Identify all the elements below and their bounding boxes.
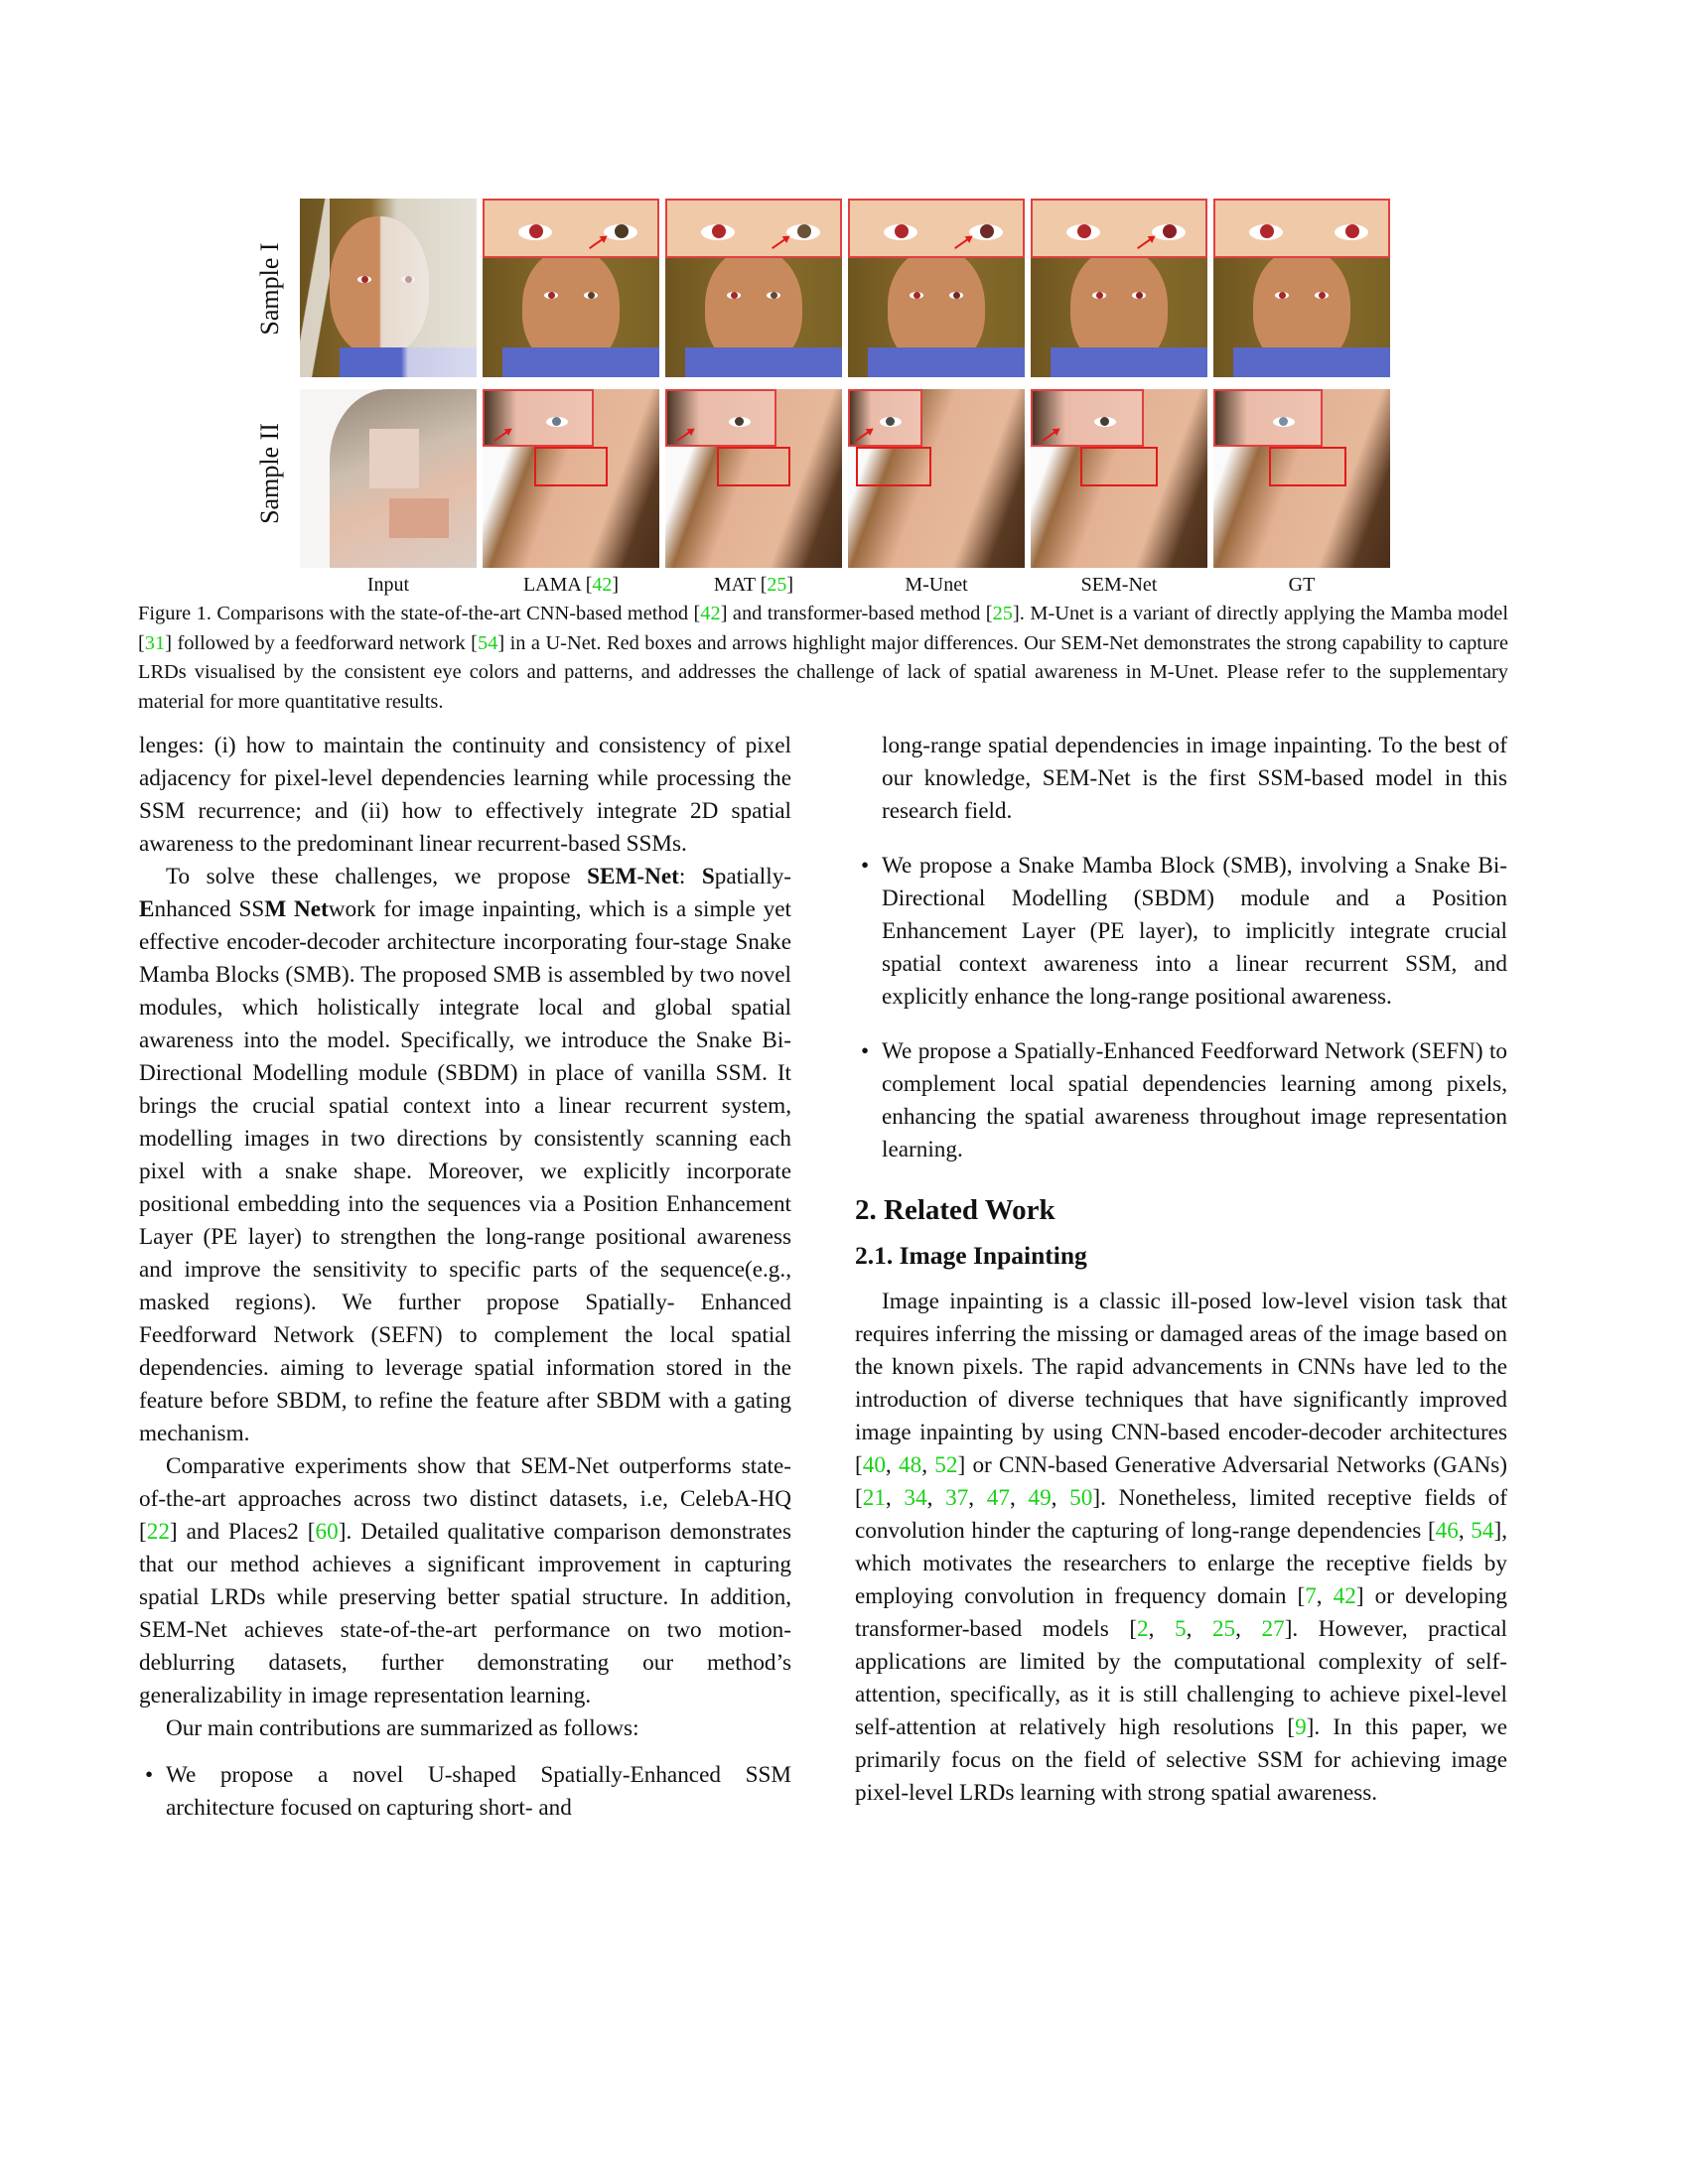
citation-link[interactable]: 25: [767, 574, 787, 596]
panel-sample1-semnet: [1031, 199, 1207, 377]
contributions-list: [855, 850, 1507, 1166]
citation-link[interactable]: 25: [992, 603, 1013, 624]
red-arrow-icon: [676, 430, 692, 442]
row-label-sample-2: Sample II: [255, 423, 284, 524]
panel-sample2-gt: [1213, 389, 1390, 568]
citation-link[interactable]: 9: [1295, 1714, 1307, 1740]
panel-sample2-input: [300, 389, 477, 568]
highlight-box: [534, 447, 608, 486]
panel-sample1-lama: [483, 199, 659, 377]
right-column: [855, 730, 1507, 1810]
red-arrow-icon: [493, 430, 509, 442]
citation-link[interactable]: 54: [1471, 1518, 1494, 1544]
zoom-inset: [848, 199, 1025, 258]
highlight-box: [717, 447, 790, 486]
citation-link[interactable]: 5: [1175, 1616, 1187, 1642]
list-item-continued: long-range spatial dependencies in image inpainting. To the best of our knowledge, SEM-Net is the first SSM-based model in this research field.: [882, 733, 1507, 824]
subsection-heading: 2.1. Image Inpainting: [855, 1241, 1087, 1270]
panel-sample1-munet: [848, 199, 1025, 377]
figure-caption: Figure 1. Comparisons with the state-of-the-art CNN-based method [42] and transformer-based method [25]. M-Unet is a variant of directly applying the Mamba model [31] followed by a feedforward network [54] in a U-Net. Red boxes and arrows highlight major differences. Our SEM-Net demonstrates the strong capability to capture LRDs visualised by the consistent eye colors and patterns, and addresses the challenge of lack of spatial awareness in M-Unet. Please refer to the supplementary material for more quantitative results.: [138, 603, 1509, 713]
zoom-inset: [665, 389, 776, 447]
citation-link[interactable]: 42: [700, 603, 721, 624]
row-label-sample-1: Sample I: [255, 242, 284, 336]
panel-sample2-munet: [848, 389, 1025, 568]
column-label-semnet: SEM-Net: [1080, 574, 1158, 596]
panel-sample1-input: [300, 199, 477, 377]
highlight-box: [856, 447, 931, 486]
column-label-lama: LAMA [42]: [522, 574, 620, 596]
panel-sample2-lama: [483, 389, 659, 568]
paragraph: Image inpainting is a classic ill-posed low-level vision task that requires inferring the missing or damaged areas of the image based on the known pixels. The rapid advancements in CNNs have led to the introduction of diverse techniques that have significantly improved image inpainting by using CNN-based encoder-decoder architectures [40, 48, 52] or CNN-based Generative Adversarial Networks (GANs) [21, 34, 37, 47, 49, 50]. Nonetheless, limited receptive fields of convolution hinder the capturing of long-range dependencies [46, 54], which motivates the researchers to enlarge the receptive fields by employing convolution in frequency domain [7, 42] or developing transformer-based models [2, 5, 25, 27]. However, practical applications are limited by the computational complexity of self-attention, specifically, as it is still challenging to achieve pixel-level self-attention at relatively high resolutions [9]. In this paper, we primarily focus on the field of selective SSM for achieving image pixel-level LRDs learning with strong spatial awareness.: [855, 1289, 1508, 1806]
paragraph: Our main contributions are summarized as follows:: [166, 1715, 639, 1741]
citation-link[interactable]: 7: [1305, 1583, 1317, 1609]
column-label-input: Input: [366, 574, 410, 596]
citation-link[interactable]: 27: [1261, 1616, 1285, 1642]
column-label-munet: M-Unet: [905, 574, 968, 596]
citation-link[interactable]: 21: [862, 1485, 886, 1511]
red-arrow-icon: [772, 237, 787, 249]
column-label-gt: GT: [1288, 574, 1316, 596]
red-arrow-icon: [1137, 237, 1153, 249]
red-arrow-icon: [855, 430, 871, 442]
citation-link[interactable]: 46: [1435, 1518, 1459, 1544]
citation-link[interactable]: 31: [144, 631, 166, 654]
zoom-inset: [483, 199, 659, 258]
citation-link[interactable]: 49: [1028, 1485, 1052, 1511]
paragraph: Comparative experiments show that SEM-Net outperforms state-of-the-art approaches across two distinct datasets, i.e, CelebA-HQ [22] and Places2 [60]. Detailed qualitative comparison demonstrates that our method achieves a significant improvement in capturing spatial LRDs while preserving better spatial structure. In addition, SEM-Net achieves state-of-the-art performance on two motion-deblurring datasets, further demonstrating our method’s generalizability in image representation learning.: [139, 1453, 791, 1708]
citation-link[interactable]: 37: [945, 1485, 969, 1511]
list-item: • We propose a Snake Mamba Block (SMB), involving a Snake Bi-Directional Modelling (SBDM) module and a Position Enhancement Layer (PE layer), to implicitly integrate crucial spatial context awareness into a linear recurrent SSM, and explicitly enhance the long-range positional awareness.: [855, 850, 1507, 1014]
citation-link[interactable]: 25: [1211, 1616, 1236, 1642]
citation-link[interactable]: 47: [986, 1485, 1010, 1511]
column-label-mat: MAT [25]: [713, 574, 794, 596]
citation-link[interactable]: 22: [146, 1519, 170, 1545]
paragraph: To solve these challenges, we propose SEM-Net: Spatially-Enhanced SSM Network for image inpainting, which is a simple yet effective encoder-decoder architecture incorporating four-stage Snake Mamba Blocks (SMB). The proposed SMB is assembled by two novel modules, which holistically integrate local and global spatial awareness into the model. Specifically, we introduce the Snake Bi-Directional Modelling module (SBDM) in place of vanilla SSM. It brings the crucial spatial context into a linear recurrent system, modelling images in two directions by consistently scanning each pixel with a snake shape. Moreover, we explicitly incorporate positional embedding into the sequences via a Position Enhancement Layer (PE layer) to strengthen the long-range positional awareness and improve the sensitivity to specific parts of the sequence(e.g., masked regions). We further propose Spatially- Enhanced Feedforward Network (SEFN) to complement the local spatial dependencies. aiming to leverage spatial information stored in the feature before SBDM, to refine the feature after SBDM with a gating mechanism.: [139, 864, 792, 1446]
zoom-inset: [1031, 389, 1144, 447]
figure-1: [228, 195, 1420, 602]
list-item: • We propose a novel U-shaped Spatially-Enhanced SSM architecture focused on capturing short- and: [139, 1759, 791, 1825]
citation-link[interactable]: 52: [934, 1452, 958, 1478]
zoom-inset: [665, 199, 842, 258]
red-arrow-icon: [954, 237, 970, 249]
red-arrow-icon: [1042, 430, 1057, 442]
zoom-inset: [1213, 199, 1390, 258]
citation-link[interactable]: 40: [862, 1452, 886, 1478]
zoom-inset: [848, 389, 922, 447]
citation-link[interactable]: 48: [899, 1452, 922, 1478]
zoom-inset: [483, 389, 594, 447]
list-item: • We propose a Spatially-Enhanced Feedforward Network (SEFN) to complement local spatial dependencies learning among pixels, enhancing the spatial awareness throughout image representation learning.: [855, 1035, 1507, 1166]
highlight-box: [1269, 447, 1346, 486]
red-arrow-icon: [589, 237, 605, 249]
zoom-inset: [1031, 199, 1207, 258]
citation-link[interactable]: 60: [315, 1519, 339, 1545]
citation-link[interactable]: 42: [592, 574, 613, 596]
left-column: [139, 730, 791, 1825]
panel-sample2-semnet: [1031, 389, 1207, 568]
citation-link[interactable]: 50: [1069, 1485, 1093, 1511]
contributions-list: [139, 1759, 791, 1825]
panel-sample1-gt: [1213, 199, 1390, 377]
panel-sample2-mat: [665, 389, 842, 568]
citation-link[interactable]: 2: [1137, 1616, 1149, 1642]
panel-sample1-mat: [665, 199, 842, 377]
highlight-box: [1080, 447, 1158, 486]
paragraph: lenges: (i) how to maintain the continuity and consistency of pixel adjacency for pixel-level dependencies learning while processing the SSM recurrence; and (ii) how to effectively integrate 2D spatial awareness to the predominant linear recurrent-based SSMs.: [139, 733, 791, 857]
citation-link[interactable]: 54: [477, 631, 498, 654]
citation-link[interactable]: 42: [1333, 1583, 1356, 1609]
contributions-list: [855, 730, 1507, 828]
zoom-inset: [1213, 389, 1323, 447]
section-heading: 2. Related Work: [855, 1194, 1055, 1226]
citation-link[interactable]: 34: [904, 1485, 927, 1511]
